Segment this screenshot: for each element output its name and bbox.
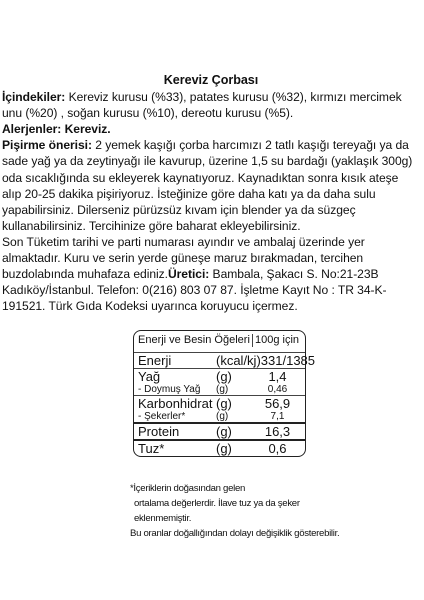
row-unit: (g): [216, 384, 229, 395]
row-name: Yağ: [138, 369, 161, 384]
row-value: 7,1: [270, 411, 285, 422]
nutrition-row-sugars: [134, 411, 305, 422]
row-name: Protein: [138, 424, 180, 439]
storage-paragraph: [2, 234, 420, 314]
nutrition-row-saturated-fat: [134, 384, 305, 395]
footnote-line: *İçeriklerin doğasından gelen: [130, 483, 246, 494]
row-value: 0,46: [267, 384, 288, 395]
nutrition-header: [134, 331, 305, 352]
row-value: 1,4: [268, 369, 287, 384]
row-value: 331/1385: [260, 353, 316, 368]
nutrition-table: [133, 330, 316, 457]
prep-label: Pişirme önerisi:: [2, 138, 92, 153]
row-name: Enerji: [138, 353, 172, 368]
row-value: 56,9: [264, 396, 291, 411]
prep-paragraph: [2, 137, 420, 234]
nutrition-row-protein: [134, 422, 305, 439]
row-unit: (kcal/kj): [216, 353, 261, 368]
row-unit: (g): [216, 411, 229, 422]
row-unit: (g): [216, 441, 232, 456]
footnote: [130, 481, 410, 541]
footnote-line: ortalama değerlerdir. İlave tuz ya da şeker: [134, 498, 300, 509]
storage-text: Son Tüketim tarihi ve parti numarası ayındır ve ambalaj üzerinde yer almaktadır. Kuru ve serin yerde güneşe maruz bırakmadan, tercihen buzdolabında muhafaza ediniz.: [2, 234, 365, 282]
row-name: Karbonhidrat: [138, 396, 213, 411]
row-name: - Şekerler*: [138, 411, 186, 422]
ingredients-text: Kereviz kurusu (%33), patates kurusu (%32), kırmızı mercimek unu (%20) , soğan kurusu (%10), dereotu kurusu (%5).: [2, 90, 402, 121]
nutrition-row-fat: [134, 368, 305, 384]
producer-text: Bambala, Şakacı S. No:21-23B Kadıköy/İstanbul. Telefon: 0(216) 803 07 87. İşletme Kayıt No : TR 34-K-191521. Türk Gıda Kodeksi uyarınca koruyucu içermez.: [2, 267, 387, 314]
ingredients-paragraph: [2, 89, 420, 121]
prep-text: 2 yemek kaşığı çorba harcımızı 2 tatlı kaşığı tereyağı ya da sade yağ ya da zeytinyağı ile kavurup, üzerine 1,5 su bardağı (yaklaşık 300g) oda sıcaklığında su ekleyerek kaynatıyoruz. Kaynadıktan sonra kısık ateşe alıp 20-25 dakika pişiriyoruz. İsteğinize göre daha katı ya da daha sulu yapabilirsiniz. Dilerseniz pürüzsüz kıvam için blender ya da süzgeç kullanabilirsiniz. Tercihinize göre baharat ekleyebilirsiniz.: [2, 138, 413, 233]
row-unit: (g): [216, 424, 232, 439]
allergens-label: Alerjenler:: [2, 122, 62, 137]
nutrition-row-carbohydrate: [134, 395, 305, 411]
header-name: Enerji ve Besin Öğeleri: [138, 334, 253, 347]
row-name: Tuz*: [138, 441, 165, 456]
label-text: [2, 72, 420, 314]
allergens-paragraph: [2, 121, 420, 137]
row-name: - Doymuş Yağ: [138, 384, 201, 395]
row-value: 16,3: [264, 424, 291, 439]
row-value: 0,6: [268, 441, 287, 456]
nutrition-row-energy: [134, 352, 316, 368]
nutrition-row-salt: [134, 439, 305, 456]
row-unit: (g): [216, 396, 232, 411]
footnote-line: eklenmemiştir.: [134, 513, 192, 524]
header-value: 100g için: [254, 334, 300, 346]
ingredients-label: İçindekiler:: [2, 90, 66, 105]
producer-label: Üretici:: [167, 267, 210, 282]
footnote-line: Bu oranlar doğallığından dolayı değişiklik gösterebilir.: [130, 528, 340, 539]
allergens-text: Kereviz.: [61, 122, 111, 137]
product-title: Kereviz Çorbası: [163, 73, 259, 87]
row-unit: (g): [216, 369, 232, 384]
